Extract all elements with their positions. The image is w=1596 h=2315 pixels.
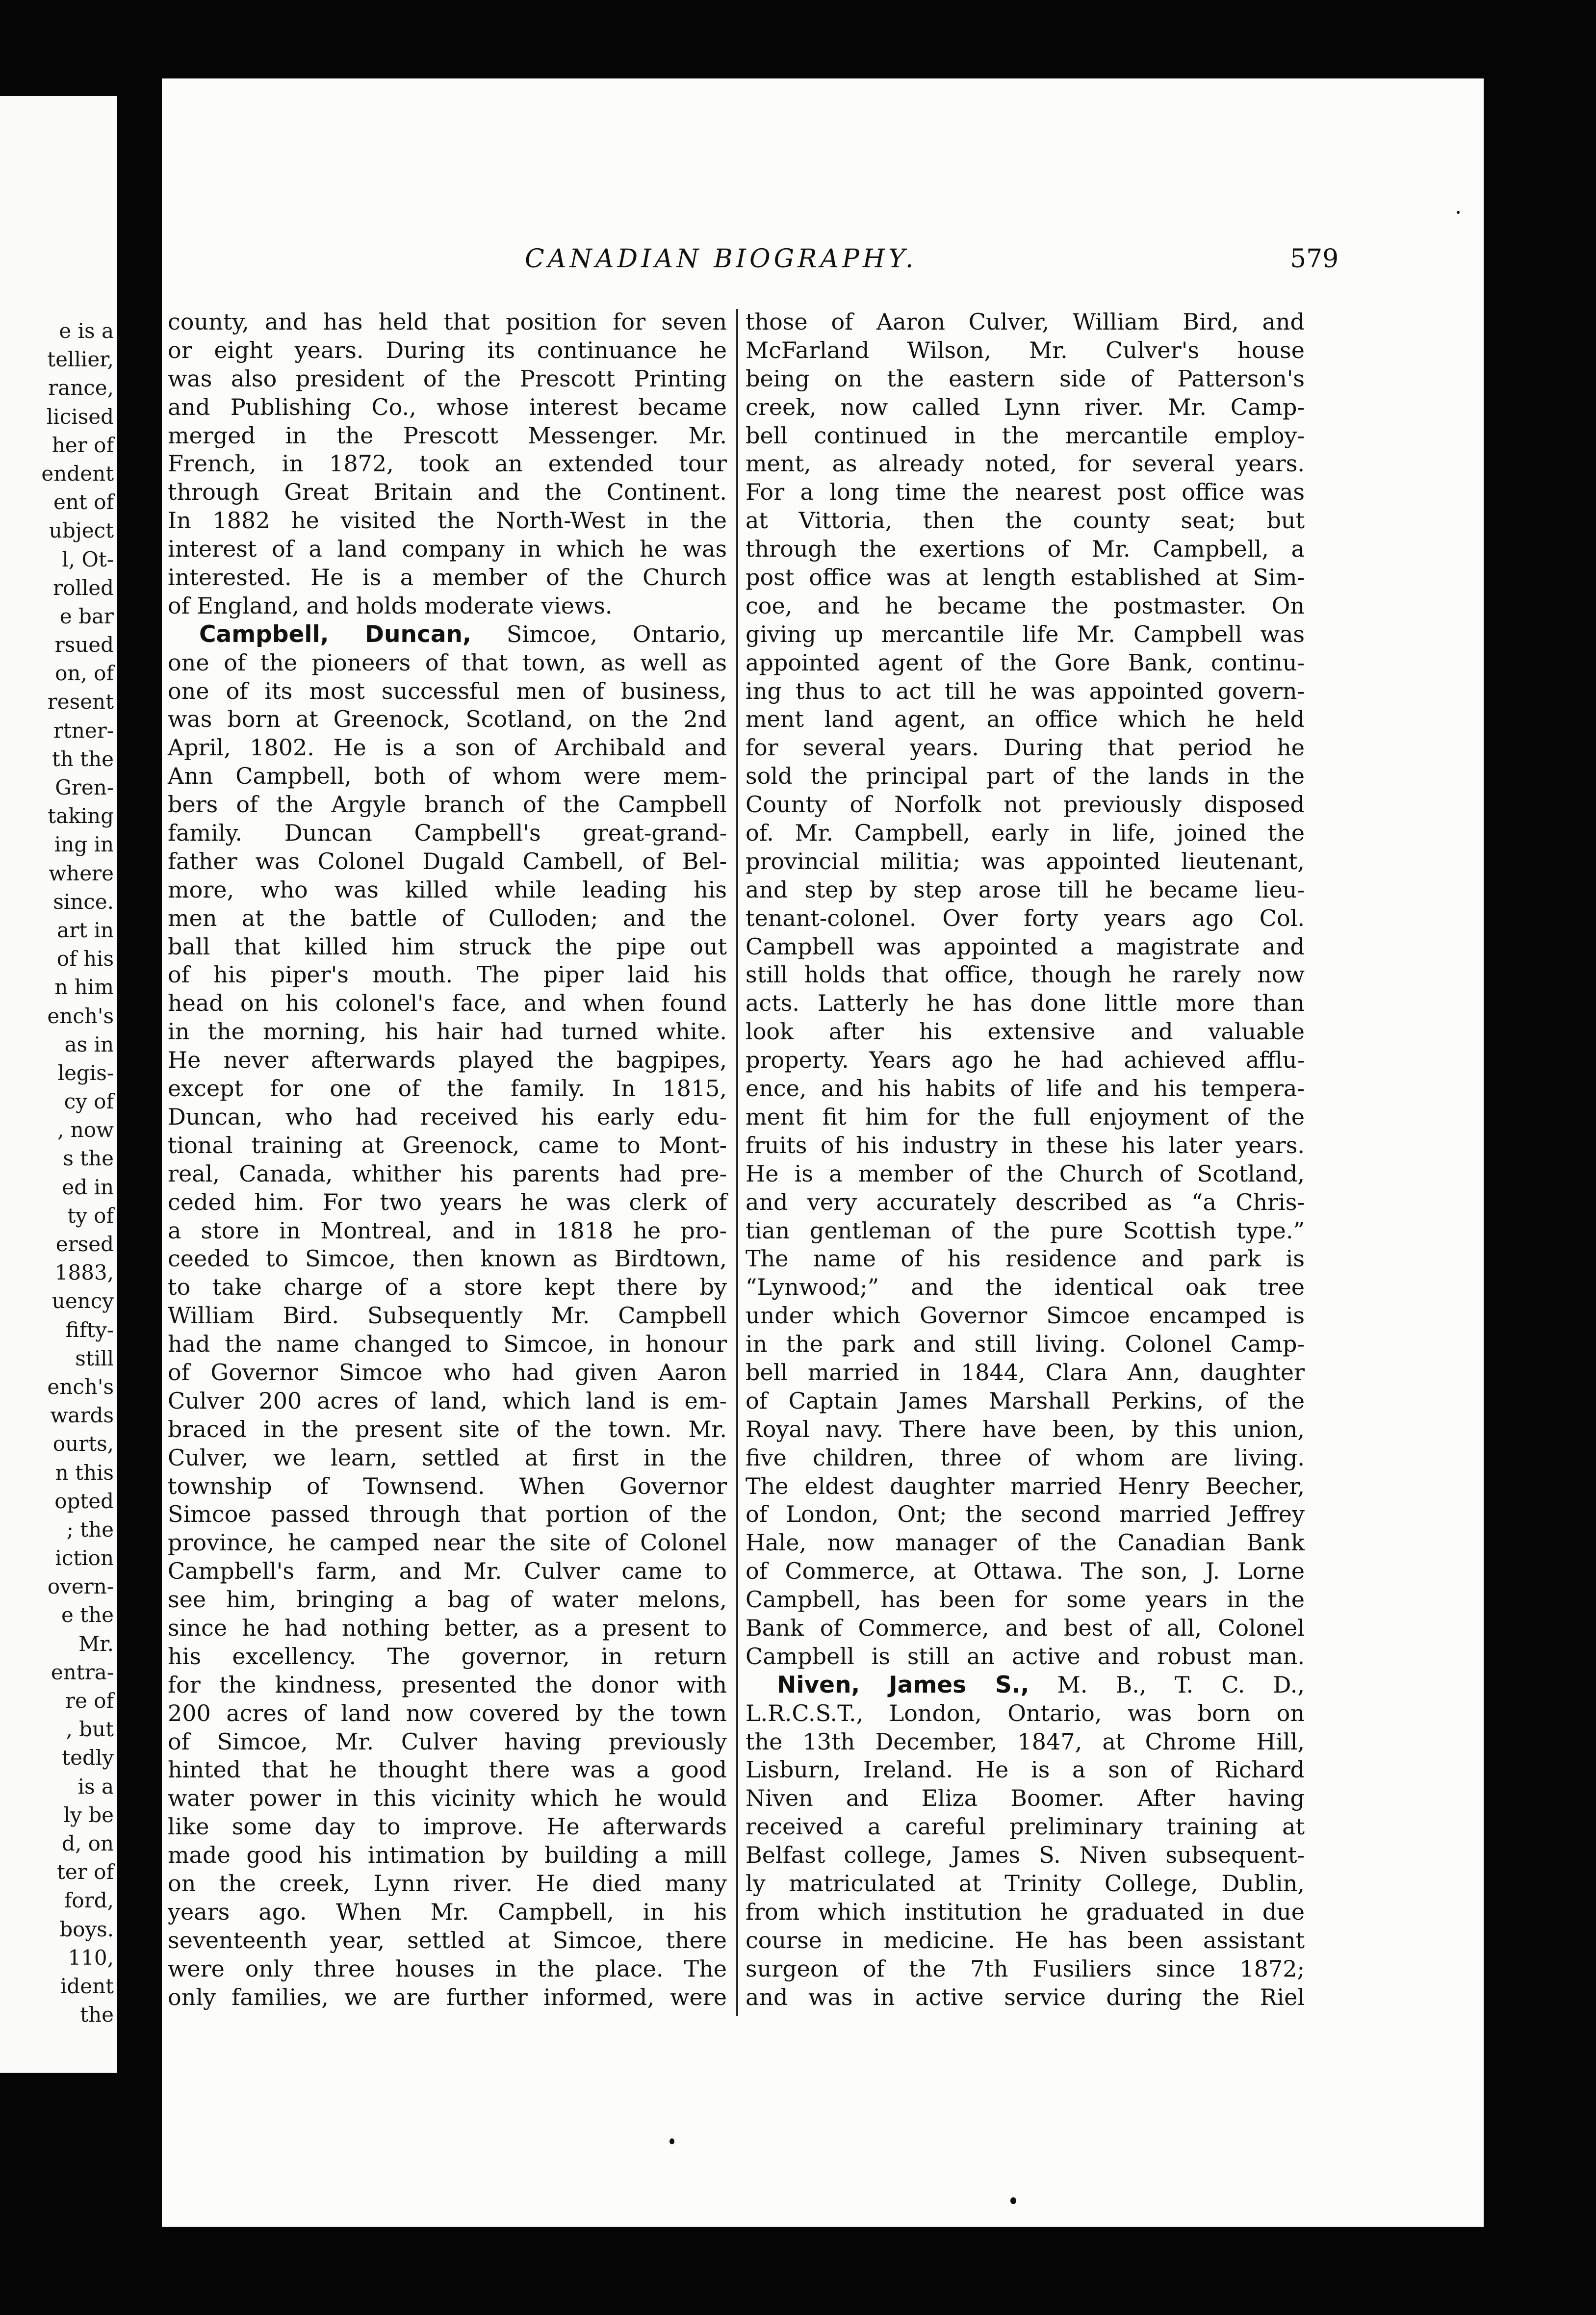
- text-line: see him, bringing a bag of water melons,: [168, 1586, 727, 1613]
- fragment-line: s the: [63, 1146, 114, 1171]
- fragment-line: overn-: [47, 1574, 114, 1599]
- text-line: fruits of his industry in these his later years.: [746, 1132, 1305, 1158]
- text-line: Niven and Eliza Boomer. After having: [746, 1785, 1305, 1812]
- text-line: ly matriculated at Trinity College, Dublin,: [746, 1870, 1305, 1897]
- text-line: received a careful preliminary training at: [746, 1813, 1305, 1840]
- fragment-line: still: [75, 1346, 114, 1370]
- text-line: or eight years. During its continuance he: [168, 336, 727, 363]
- text-line: merged in the Prescott Messenger. Mr.: [168, 422, 727, 449]
- text-line: Hale, now manager of the Canadian Bank: [746, 1529, 1305, 1556]
- text-line: of Captain James Marshall Perkins, of the: [746, 1387, 1305, 1414]
- text-line: bell continued in the mercantile employ-: [746, 422, 1305, 449]
- text-line: McFarland Wilson, Mr. Culver's house: [746, 336, 1305, 363]
- fragment-line: ench's: [47, 1003, 114, 1028]
- text-line: “Lynwood;” and the identical oak tree: [746, 1274, 1305, 1301]
- text-line: to take charge of a store kept there by: [168, 1274, 727, 1301]
- text-line: made good his intimation by building a mill: [168, 1842, 727, 1869]
- text-line: Campbell is still an active and robust man.: [746, 1643, 1305, 1670]
- adjacent-page-text: [0, 317, 114, 2029]
- text-line: a store in Montreal, and in 1818 he pro-: [168, 1217, 727, 1244]
- fragment-line: ; the: [66, 1517, 114, 1542]
- text-line: and very accurately described as “a Chris-: [746, 1188, 1305, 1215]
- text-line: years ago. When Mr. Campbell, in his: [168, 1898, 727, 1925]
- fragment-line: th the: [51, 746, 114, 771]
- text-line: head on his colonel's face, and when found: [168, 990, 727, 1017]
- text-line: those of Aaron Culver, William Bird, and: [746, 309, 1305, 335]
- text-line: in the morning, his hair had turned white.: [168, 1018, 727, 1045]
- text-line: L.R.C.S.T., London, Ontario, was born on: [746, 1699, 1305, 1726]
- fragment-line: e the: [61, 1603, 114, 1627]
- column-divider: [736, 309, 738, 2016]
- text-line: his excellency. The governor, in return: [168, 1643, 727, 1670]
- text-line: surgeon of the 7th Fusiliers since 1872;: [746, 1955, 1305, 1982]
- text-line: Campbell, has been for some years in the: [746, 1586, 1305, 1613]
- entry-first-line: Simcoe, Ontario,: [471, 620, 727, 647]
- text-line: William Bird. Subsequently Mr. Campbell: [168, 1302, 727, 1329]
- text-line: of his piper's mouth. The piper laid his: [168, 961, 727, 988]
- fragment-line: endent: [41, 461, 114, 486]
- text-line: had the name changed to Simcoe, in honour: [168, 1331, 727, 1358]
- text-line: ence, and his habits of life and his tempera-: [746, 1075, 1305, 1102]
- text-line: interested. He is a member of the Church: [168, 564, 727, 591]
- text-line: more, who was killed while leading his: [168, 876, 727, 903]
- text-line: ceeded to Simcoe, then known as Birdtown,: [168, 1245, 727, 1272]
- text-line: Duncan, who had received his early edu-: [168, 1103, 727, 1130]
- text-line: township of Townsend. When Governor: [168, 1472, 727, 1499]
- running-title: CANADIAN BIOGRAPHY.: [525, 244, 917, 274]
- fragment-line: cy of: [64, 1089, 114, 1114]
- fragment-line: since.: [53, 889, 114, 914]
- fragment-line: Mr.: [78, 1631, 114, 1656]
- entry-heading-line: [168, 620, 727, 649]
- text-line: province, he camped near the site of Colonel: [168, 1529, 727, 1556]
- text-line: men at the battle of Culloden; and the: [168, 904, 727, 931]
- text-line: Campbell was appointed a magistrate and: [746, 933, 1305, 960]
- text-line: through Great Britain and the Continent.: [168, 479, 727, 506]
- text-line: one of its most successful men of business,: [168, 677, 727, 704]
- text-line: The name of his residence and park is: [746, 1245, 1305, 1272]
- fragment-line: Gren-: [55, 775, 114, 799]
- text-line: Lisburn, Ireland. He is a son of Richard: [746, 1756, 1305, 1783]
- fragment-line: fifty-: [65, 1317, 114, 1342]
- text-line: look after his extensive and valuable: [746, 1018, 1305, 1045]
- text-line: course in medicine. He has been assistant: [746, 1927, 1305, 1954]
- text-line: ment, as already noted, for several years.: [746, 450, 1305, 477]
- fragment-line: re of: [65, 1689, 114, 1713]
- fragment-line: e is a: [59, 319, 114, 343]
- fragment-line: her of: [51, 433, 114, 457]
- text-line: like some day to improve. He afterwards: [168, 1813, 727, 1840]
- text-line: appointed agent of the Gore Bank, continu-: [746, 649, 1305, 676]
- fragment-line: , now: [57, 1118, 114, 1142]
- text-line: braced in the present site of the town. Mr.: [168, 1415, 727, 1442]
- text-line: ing thus to act till he was appointed govern-: [746, 677, 1305, 704]
- entry-name: Campbell, Duncan,: [199, 620, 471, 648]
- text-line: tional training at Greenock, came to Mont-: [168, 1132, 727, 1158]
- fragment-line: opted: [54, 1489, 114, 1513]
- text-line: water power in this vicinity which he would: [168, 1785, 727, 1812]
- text-line: of Commerce, at Ottawa. The son, J. Lorne: [746, 1558, 1305, 1585]
- print-speck: [669, 2138, 674, 2144]
- fragment-line: ersed: [55, 1232, 114, 1256]
- adjacent-page-strip: [0, 96, 117, 2073]
- fragment-line: 110,: [68, 1945, 114, 1970]
- text-line: property. Years ago he had achieved afflu-: [746, 1047, 1305, 1074]
- entry-name: Niven, James S.,: [777, 1671, 1030, 1698]
- text-line: Belfast college, James S. Niven subsequent-: [746, 1842, 1305, 1869]
- text-line: Culver 200 acres of land, which land is em-: [168, 1387, 727, 1414]
- text-line: through the exertions of Mr. Campbell, a: [746, 536, 1305, 563]
- text-line: under which Governor Simcoe encamped is: [746, 1302, 1305, 1329]
- fragment-line: ourts,: [52, 1432, 114, 1456]
- fragment-line: ter of: [57, 1860, 114, 1884]
- text-line: Royal navy. There have been, by this union,: [746, 1415, 1305, 1442]
- text-line: post office was at length established at Sim-: [746, 564, 1305, 591]
- fragment-line: rsued: [54, 633, 114, 657]
- fragment-line: iction: [55, 1546, 114, 1570]
- text-line: French, in 1872, took an extended tour: [168, 450, 727, 477]
- fragment-line: boys.: [59, 1917, 114, 1941]
- text-line: For a long time the nearest post office was: [746, 479, 1305, 506]
- fragment-line: where: [49, 861, 114, 885]
- fragment-line: the: [80, 2003, 114, 2027]
- entry-heading-line: [746, 1671, 1305, 1699]
- fragment-line: l, Ot-: [62, 547, 114, 571]
- text-line: giving up mercantile life Mr. Campbell was: [746, 620, 1305, 647]
- fragment-line: rtner-: [53, 718, 114, 743]
- text-line: provincial militia; was appointed lieutenant,: [746, 848, 1305, 875]
- text-line: bers of the Argyle branch of the Campbell: [168, 791, 727, 818]
- text-line: Culver, we learn, settled at first in the: [168, 1444, 727, 1471]
- book-page: [162, 78, 1484, 2227]
- fragment-line: resent: [47, 690, 114, 714]
- text-line: In 1882 he visited the North-West in the: [168, 507, 727, 534]
- text-line: creek, now called Lynn river. Mr. Camp-: [746, 393, 1305, 420]
- text-line: real, Canada, whither his parents had pre-: [168, 1160, 727, 1187]
- text-line: Simcoe passed through that portion of the: [168, 1501, 727, 1528]
- text-line: of England, and holds moderate views.: [168, 592, 613, 619]
- fragment-line: uency: [51, 1289, 114, 1313]
- fragment-line: entra-: [51, 1660, 114, 1684]
- text-line: on the creek, Lynn river. He died many: [168, 1870, 727, 1897]
- text-line: except for one of the family. In 1815,: [168, 1075, 727, 1102]
- entry-first-line: M. B., T. C. D.,: [1029, 1671, 1305, 1698]
- text-line: of Simcoe, Mr. Culver having previously: [168, 1728, 727, 1755]
- text-line: He never afterwards played the bagpipes,: [168, 1047, 727, 1074]
- text-line: was born at Greenock, Scotland, on the 2nd: [168, 706, 727, 733]
- text-line: coe, and he became the postmaster. On: [746, 592, 1305, 619]
- text-line: since he had nothing better, as a present to: [168, 1614, 727, 1641]
- text-line: Ann Campbell, both of whom were mem-: [168, 763, 727, 790]
- text-line: and was in active service during the Riel: [746, 1983, 1305, 2010]
- text-line: was also president of the Prescott Printing: [168, 365, 727, 392]
- fragment-line: e bar: [59, 604, 114, 628]
- fragment-line: rance,: [48, 376, 114, 400]
- text-line: at Vittoria, then the county seat; but: [746, 507, 1305, 534]
- page-header: [162, 244, 1484, 283]
- fragment-line: ty of: [67, 1203, 114, 1228]
- text-line: tenant-colonel. Over forty years ago Col.: [746, 904, 1305, 931]
- text-line: one of the pioneers of that town, as well as: [168, 649, 727, 676]
- text-line: still holds that office, though he rarely now: [746, 961, 1305, 988]
- text-line: of Governor Simcoe who had given Aaron: [168, 1359, 727, 1386]
- text-line: the 13th December, 1847, at Chrome Hill,: [746, 1728, 1305, 1755]
- print-speck: [1457, 211, 1460, 214]
- print-speck: [1010, 2197, 1016, 2204]
- fragment-line: licised: [46, 404, 114, 429]
- fragment-line: is a: [77, 1774, 114, 1799]
- text-line: ment land agent, an office which he held: [746, 706, 1305, 733]
- page-number: 579: [1290, 244, 1339, 274]
- fragment-line: art in: [57, 918, 114, 942]
- text-line: interest of a land company in which he was: [168, 536, 727, 563]
- fragment-line: rolled: [53, 575, 114, 600]
- fragment-line: wards: [50, 1403, 114, 1428]
- text-line: acts. Latterly he has done little more than: [746, 990, 1305, 1017]
- fragment-line: ing in: [54, 832, 114, 857]
- text-line: The eldest daughter married Henry Beecher,: [746, 1472, 1305, 1499]
- fragment-line: of his: [56, 947, 114, 971]
- text-line: sold the principal part of the lands in the: [746, 763, 1305, 790]
- text-line: hinted that he thought there was a good: [168, 1756, 727, 1783]
- text-line: tian gentleman of the pure Scottish type.”: [746, 1217, 1305, 1244]
- fragment-line: legis-: [57, 1060, 114, 1085]
- text-line: county, and has held that position for seven: [168, 309, 727, 335]
- text-line: were only three houses in the place. The: [168, 1955, 727, 1982]
- fragment-line: d, on: [62, 1831, 114, 1855]
- text-line: in the park and still living. Colonel Camp-: [746, 1331, 1305, 1358]
- text-line: for the kindness, presented the donor with: [168, 1671, 727, 1698]
- text-line: father was Colonel Dugald Cambell, of Bel-: [168, 848, 727, 875]
- text-line: seventeenth year, settled at Simcoe, there: [168, 1927, 727, 1954]
- text-line: ball that killed him struck the pipe out: [168, 933, 727, 960]
- text-line: family. Duncan Campbell's great-grand-: [168, 820, 727, 847]
- fragment-line: tedly: [62, 1746, 114, 1770]
- fragment-line: on, of: [55, 661, 114, 686]
- fragment-line: n this: [55, 1460, 114, 1485]
- text-line: only families, we are further informed, were: [168, 1983, 727, 2010]
- fragment-line: ubject: [49, 518, 114, 543]
- fragment-line: ed in: [62, 1175, 114, 1199]
- fragment-line: ford,: [64, 1888, 114, 1913]
- text-line: from which institution he graduated in due: [746, 1898, 1305, 1925]
- left-column: [168, 308, 727, 2011]
- fragment-line: ly be: [63, 1802, 114, 1827]
- fragment-line: 1883,: [54, 1260, 114, 1285]
- text-line: of. Mr. Campbell, early in life, joined the: [746, 820, 1305, 847]
- text-line: ment fit him for the full enjoyment of the: [746, 1103, 1305, 1130]
- text-line: for several years. During that period he: [746, 734, 1305, 761]
- fragment-line: n him: [54, 975, 114, 1000]
- fragment-line: ench's: [47, 1374, 114, 1399]
- fragment-line: taking: [48, 804, 114, 828]
- text-line: of London, Ont; the second married Jeffrey: [746, 1501, 1305, 1528]
- text-line: Campbell's farm, and Mr. Culver came to: [168, 1558, 727, 1585]
- fragment-line: ident: [60, 1974, 114, 1998]
- text-line: bell married in 1844, Clara Ann, daughter: [746, 1359, 1305, 1386]
- fragment-line: ent of: [53, 490, 114, 514]
- text-line: five children, three of whom are living.: [746, 1444, 1305, 1471]
- text-line: 200 acres of land now covered by the town: [168, 1699, 727, 1726]
- text-line: County of Norfolk not previously disposed: [746, 791, 1305, 818]
- text-line: and Publishing Co., whose interest became: [168, 393, 727, 420]
- fragment-line: tellier,: [47, 347, 114, 372]
- right-column: [746, 308, 1305, 2011]
- fragment-line: as in: [64, 1032, 114, 1056]
- fragment-line: , but: [66, 1717, 114, 1742]
- text-line: He is a member of the Church of Scotland,: [746, 1160, 1305, 1187]
- text-line: April, 1802. He is a son of Archibald and: [168, 734, 727, 761]
- text-line: Bank of Commerce, and best of all, Colonel: [746, 1614, 1305, 1641]
- text-line: ceded him. For two years he was clerk of: [168, 1188, 727, 1215]
- text-line: and step by step arose till he became lieu-: [746, 876, 1305, 903]
- text-line: being on the eastern side of Patterson's: [746, 365, 1305, 392]
